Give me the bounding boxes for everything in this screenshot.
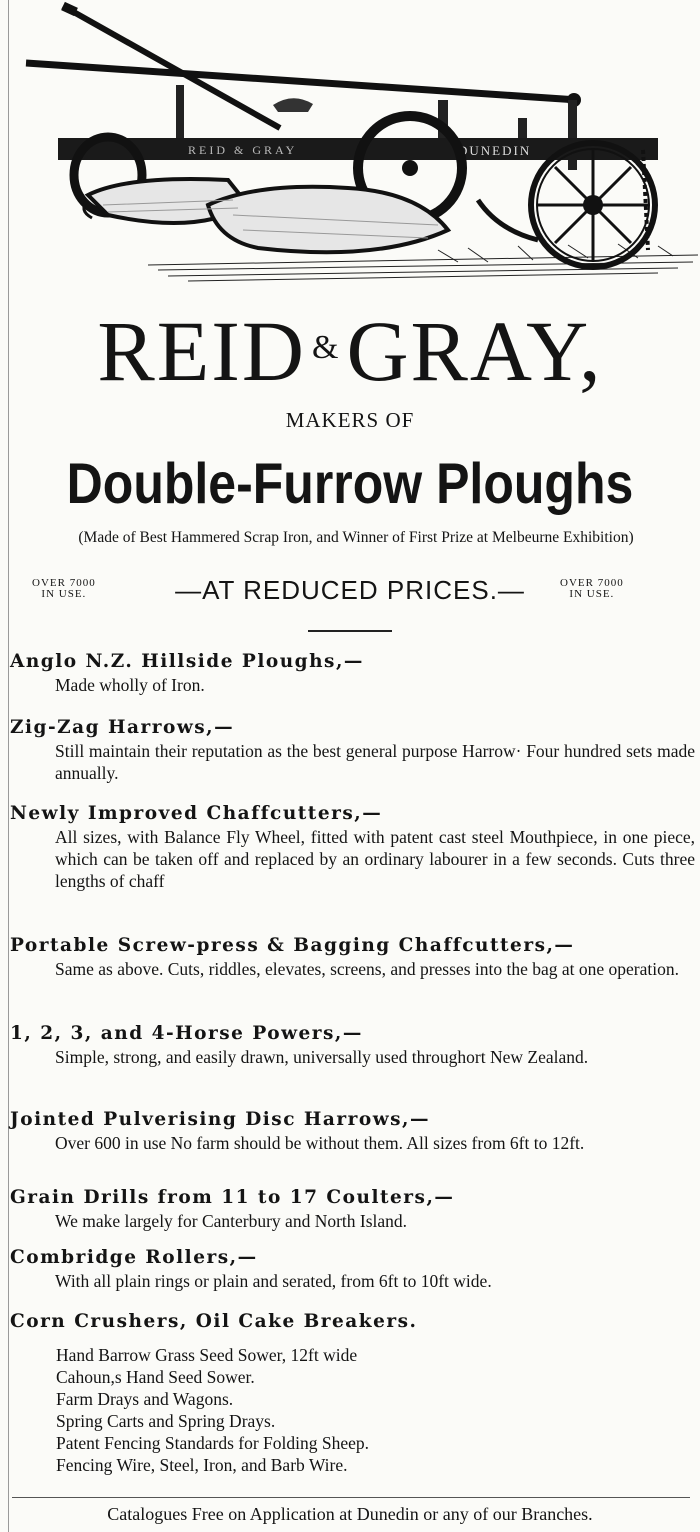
section-body: Simple, strong, and easily drawn, universally used throughort New Zealand. — [55, 1047, 589, 1067]
section-heading: Zig-Zag Harrows,— — [10, 717, 235, 738]
section-disc-harrows — [10, 1108, 695, 1154]
section-hillside-ploughs — [10, 650, 695, 696]
section-body: We make largely for Canterbury and North Island. — [55, 1211, 408, 1231]
divider-rule — [308, 630, 392, 632]
reduced-prices-text: —AT REDUCED PRICES.— — [175, 575, 525, 605]
prices-banner — [0, 575, 700, 615]
section-body: Still maintain their reputation as the best general purpose Harrow· Four hundred sets made annually. — [55, 741, 695, 783]
section-body: With all plain rings or plain and serated, from 6ft to 10ft wide. — [55, 1271, 492, 1291]
section-heading: Newly Improved Chaffcutters,— — [10, 803, 383, 824]
section-heading: 1, 2, 3, and 4-Horse Powers,— — [10, 1023, 363, 1044]
list-item: Fencing Wire, Steel, Iron, and Barb Wire. — [56, 1455, 348, 1475]
section-body: Over 600 in use No farm should be without them. All sizes from 6ft to 12ft. — [55, 1133, 585, 1153]
headline: Double-Furrow Ploughs — [66, 451, 634, 516]
page-edge-rule — [8, 0, 9, 1532]
section-chaffcutters — [10, 802, 695, 892]
section-zigzag-harrows — [10, 716, 695, 784]
svg-text:REID & GRAY: REID & GRAY — [188, 143, 298, 157]
brand-name — [0, 298, 700, 401]
makers-of-line: MAKERS OF — [285, 408, 415, 432]
section-heading: Portable Screw-press & Bagging Chaffcutters,— — [10, 935, 575, 956]
brand-name-right: GRAY, — [346, 303, 603, 399]
list-item: Patent Fencing Standards for Folding Sheep. — [56, 1433, 370, 1453]
section-heading: Grain Drills from 11 to 17 Coulters,— — [10, 1187, 455, 1208]
product-list — [10, 1344, 695, 1476]
section-body: Same as above. Cuts, riddles, elevates, screens, and presses into the bag at one operation. — [55, 959, 679, 979]
lever-pole — [26, 63, 578, 100]
section-rollers — [10, 1246, 695, 1292]
list-item: Spring Carts and Spring Drays. — [56, 1411, 276, 1431]
section-horse-powers — [10, 1022, 695, 1068]
section-heading: Combridge Rollers,— — [10, 1247, 258, 1268]
in-use-badge-right: OVER 7000 IN USE. — [560, 577, 624, 600]
section-heading: Anglo N.Z. Hillside Ploughs,— — [10, 651, 364, 672]
section-screw-press-chaffcutters — [10, 934, 695, 980]
section-heading: Corn Crushers, Oil Cake Breakers. — [10, 1311, 418, 1332]
section-grain-drills — [10, 1186, 695, 1232]
brand-ampersand: & — [311, 329, 341, 366]
section-body: Made wholly of Iron. — [55, 675, 205, 695]
wheel-spokes — [538, 150, 648, 260]
list-item: Farm Drays and Wagons. — [56, 1389, 234, 1409]
subnote: (Made of Best Hammered Scrap Iron, and Winner of First Prize at Melbeurne Exhibition) — [78, 529, 634, 546]
list-item: Cahoun,s Hand Seed Sower. — [56, 1367, 255, 1387]
footer-rule — [12, 1497, 690, 1498]
plough-illustration — [18, 0, 700, 295]
svg-text:DUNEDIN: DUNEDIN — [458, 143, 532, 158]
section-body: All sizes, with Balance Fly Wheel, fitted with patent cast steel Mouthpiece, in one piece, which can be taken off and replaced by an ordinary labourer in a few seconds. Cuts three lengths of chaff — [55, 827, 695, 891]
footer-text: Catalogues Free on Application at Dunedin or any of our Branches. — [107, 1504, 593, 1524]
section-heading: Jointed Pulverising Disc Harrows,— — [10, 1109, 430, 1130]
section-corn-crushers — [10, 1310, 695, 1476]
in-use-badge-left: OVER 7000 IN USE. — [32, 577, 96, 600]
brand-name-left: REID — [97, 303, 306, 399]
list-item: Hand Barrow Grass Seed Sower, 12ft wide — [56, 1345, 358, 1365]
